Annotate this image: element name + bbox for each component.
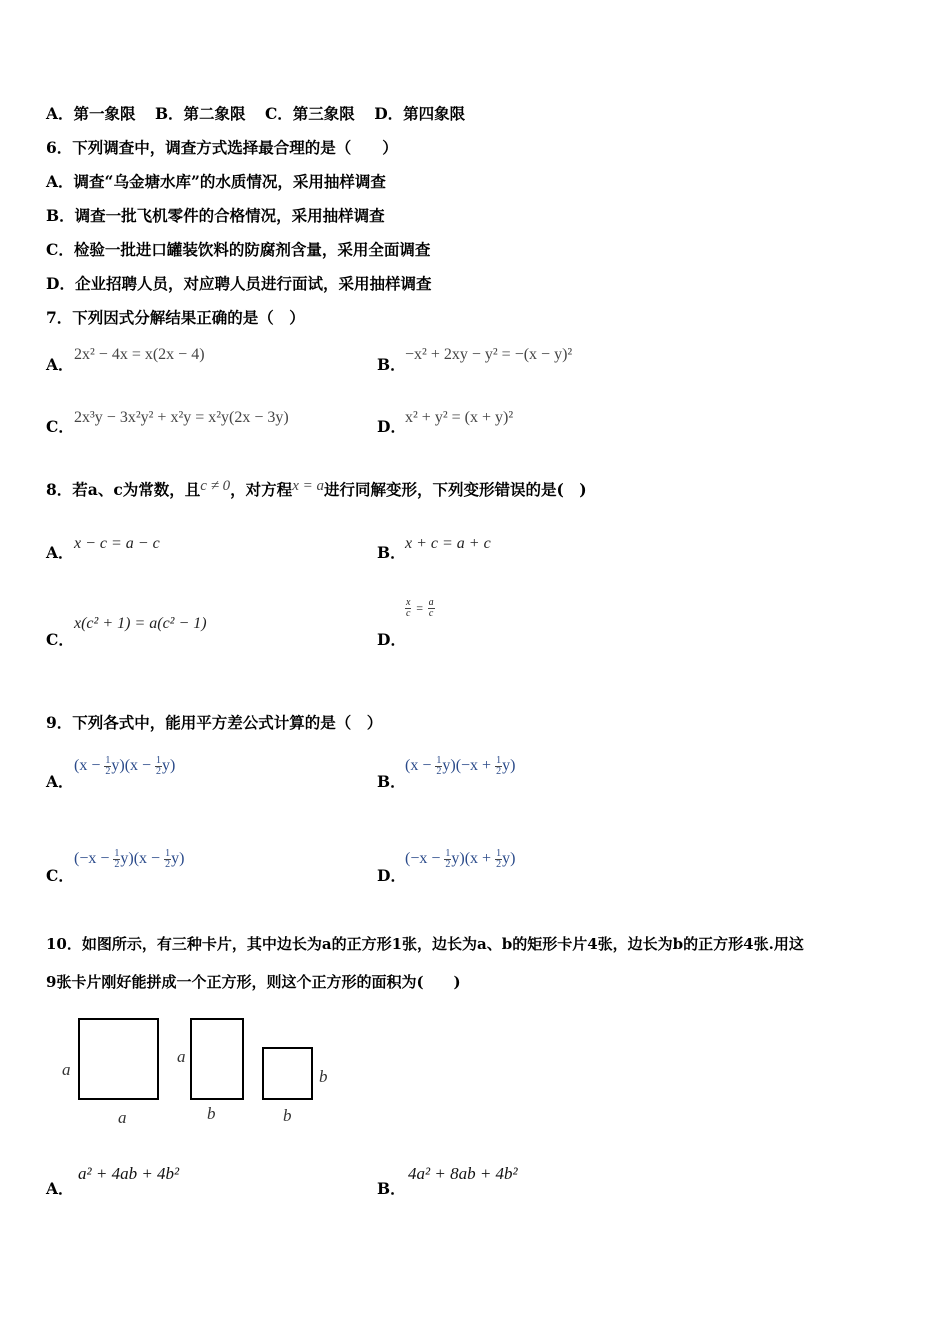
square-b-bottom-label: b [283,1106,292,1125]
q8-stem [46,478,587,500]
q8-equation: x = a [292,478,324,494]
square-a-bottom-label: a [118,1108,127,1127]
q5-option-b: B．第二象限 [154,104,246,123]
q8-d-right-fraction: $\frac{a}{c}$ [428,597,434,619]
q6-option-a: A．调查“乌金塘水库”的水质情况，采用抽样调查 [46,172,386,191]
q7-option-c-formula: 2x³y − 3x²y² + x²y = x²y(2x − 3y) [74,409,289,426]
q5-option-a: A．第一象限 [46,104,136,123]
q8-option-b-formula: x + c = a + c [405,535,491,552]
q8-stem-part2: ，对方程 [230,480,293,499]
square-a-card [78,1018,159,1100]
q7-option-a-formula: 2x² − 4x = x(2x − 4) [74,346,205,363]
q6-option-d: D．企业招聘人员，对应聘人员进行面试，采用抽样调查 [46,274,432,293]
q8-option-a-label: A． [46,543,74,562]
rectangle-bottom-label: b [207,1104,216,1123]
q10-option-a-label: A． [46,1179,74,1198]
square-a-side-label: a [62,1060,71,1079]
q10-option-b-label: B． [377,1179,406,1198]
q8-d-left-fraction: $\frac{x}{c}$ [406,597,411,619]
q8-option-b-label: B． [377,543,406,562]
q8-option-d-label: D． [377,630,406,649]
q9-option-b-formula: (x − $\frac{1}{2}$ y)(−x + $\frac{1}{2}$ y) [405,755,516,777]
q10-stem-line1: 10．如图所示，有三种卡片，其中边长为a的正方形1张，边长为a、b的矩形卡片4张，边长为b的正方形4张.用这 [46,935,804,953]
q9-option-d-formula: (−x − $\frac{1}{2}$ y)(x + $\frac{1}{2}$ y) [405,848,516,870]
q10-stem-line2: 9张卡片刚好能拼成一个正方形，则这个正方形的面积为( ) [46,973,461,991]
square-b-side-label: b [319,1067,328,1086]
q9-option-a-formula: (x − $\frac{1}{2}$ y)(x − $\frac{1}{2}$ y) [74,755,176,777]
q8-option-c-formula: x(c² + 1) = a(c² − 1) [74,615,207,632]
q8-option-a-formula: x − c = a − c [74,535,160,552]
q7-option-c-label: C． [46,417,74,436]
q7-option-b-formula: −x² + 2xy − y² = −(x − y)² [405,346,573,363]
q6-option-b: B．调查一批飞机零件的合格情况，采用抽样调查 [46,206,385,225]
q5-options [46,102,479,124]
rectangle-ab-card [190,1018,244,1100]
q6-stem: 6．下列调查中，调查方式选择最合理的是（ ） [46,138,398,157]
q10-option-b-formula: 4a² + 8ab + 4b² [408,1164,518,1183]
q9-stem: 9．下列各式中，能用平方差公式计算的是（ ） [46,713,383,732]
q9-option-b-label: B． [377,772,406,791]
q7-option-d-formula: x² + y² = (x + y)² [405,409,514,426]
q7-option-a-label: A． [46,355,74,374]
q9-option-a-label: A． [46,772,74,791]
q9-option-c-label: C． [46,866,74,885]
q7-stem: 7．下列因式分解结果正确的是（ ） [46,308,305,327]
q5-option-d: D．第四象限 [374,104,466,123]
q8-stem-part1: 8．若a、c为常数，且 [46,480,201,499]
q8-option-c-label: C． [46,630,74,649]
q7-option-d-label: D． [377,417,406,436]
q9-option-d-label: D． [377,866,406,885]
q8-option-d-formula: $\frac{x}{c}$ = $\frac{a}{c}$ [406,597,434,619]
q8-condition: c ≠ 0 [200,478,231,494]
q5-option-c: C．第三象限 [264,104,355,123]
q7-option-b-label: B． [377,355,406,374]
rectangle-side-label: a [177,1047,186,1066]
q10-option-a-formula: a² + 4ab + 4b² [78,1164,180,1183]
square-b-card [262,1047,313,1100]
q6-option-c: C．检验一批进口罐装饮料的防腐剂含量，采用全面调查 [46,240,431,259]
q9-option-c-formula: (−x − $\frac{1}{2}$ y)(x − $\frac{1}{2}$ y) [74,848,185,870]
q8-stem-part3: 进行同解变形，下列变形错误的是( ) [323,480,587,499]
